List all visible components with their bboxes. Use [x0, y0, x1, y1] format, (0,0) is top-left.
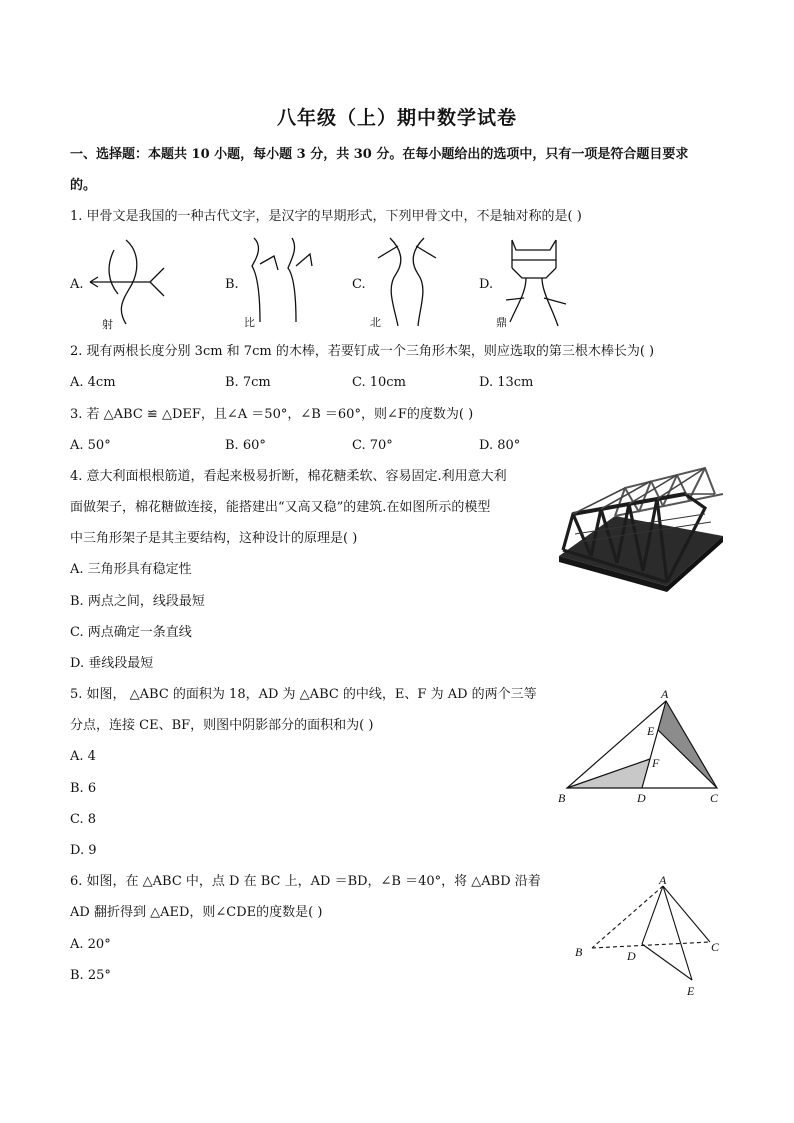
q6-label-a: A — [659, 873, 667, 887]
q5-option-b: B. 6 — [70, 781, 97, 796]
q6-option-b: B. 25° — [70, 968, 111, 983]
q4-option-d: D. 垂线段最短 — [70, 656, 154, 671]
q6-label-b: B — [575, 945, 583, 959]
q1-option-d-letter: D. — [479, 277, 494, 292]
q6-stem-line1: 6. 如图，在 △ABC 中，点 D 在 BC 上，AD ＝BD，∠B ＝40°，将 △ABD 沿着 — [70, 874, 541, 889]
q5-stem-line2: 分点，连接 CE、BF，则图中阴影部分的面积和为( ) — [70, 718, 374, 733]
q5-label-a: A — [661, 687, 669, 701]
section-instructions-line2: 的。 — [70, 178, 97, 193]
q1-stem: 1. 甲骨文是我国的一种古代文字，是汉字的早期形式，下列甲骨文中，不是轴对称的是( ) — [70, 209, 582, 224]
page-title: 八年级（上）期中数学试卷 — [276, 107, 517, 129]
q5-option-d: D. 9 — [70, 843, 97, 858]
oracle-char-bei-icon — [368, 236, 448, 331]
q5-stem-line1: 5. 如图， △ABC 的面积为 18，AD 为 △ABC 的中线，E、F 为 AD 的两个三等 — [70, 687, 537, 702]
q4-stem-line1: 4. 意大利面根根筋道，看起来极易折断，棉花糖柔软、容易固定.利用意大利 — [70, 469, 507, 484]
q5-label-b: B — [558, 791, 566, 805]
q6-stem-line2: AD 翻折得到 △AED，则∠CDE的度数是( ) — [70, 905, 323, 920]
q5-option-a: A. 4 — [70, 749, 96, 764]
oracle-char-she-label: 射 — [102, 318, 113, 331]
q3-option-c: C. 70° — [352, 438, 393, 453]
q2-option-b: B. 7cm — [225, 375, 271, 390]
q4-stem-line3: 中三角形架子是其主要结构，这种设计的原理是( ) — [70, 531, 358, 546]
q2-option-c: C. 10cm — [352, 375, 406, 390]
q6-fold-triangle-figure — [570, 872, 730, 1002]
q2-stem: 2. 现有两根长度分别 3cm 和 7cm 的木棒，若要钉成一个三角形木架，则应选取的第三根木棒长为( ) — [70, 344, 655, 359]
q4-option-c: C. 两点确定一条直线 — [70, 625, 192, 640]
q3-option-d: D. 80° — [479, 438, 521, 453]
q6-label-c: C — [711, 940, 720, 954]
q5-label-d: D — [637, 791, 646, 805]
q3-stem: 3. 若 △ABC ≌ △DEF，且∠A ＝50°，∠B ＝60°，则∠F的度数为( ) — [70, 407, 474, 422]
section-instructions-line1: 一、选择题：本题共 10 小题，每小题 3 分，共 30 分。在每小题给出的选项中，只有一项是符合题目要求 — [70, 147, 689, 162]
oracle-char-bi-label: 比 — [244, 316, 255, 329]
q5-option-c: C. 8 — [70, 812, 97, 827]
q1-option-b-letter: B. — [225, 277, 239, 292]
oracle-char-bi-icon — [240, 236, 320, 331]
oracle-char-ding-icon — [496, 234, 576, 331]
q6-label-e: E — [687, 984, 695, 998]
q2-option-d: D. 13cm — [479, 375, 534, 390]
q1-option-c-letter: C. — [352, 277, 366, 292]
q5-label-f: F — [652, 756, 660, 770]
q2-option-a: A. 4cm — [70, 375, 116, 390]
q4-stem-line2: 面做架子，棉花糖做连接，能搭建出“又高又稳”的建筑.在如图所示的模型 — [70, 500, 491, 515]
q5-label-c: C — [710, 791, 719, 805]
q4-option-b: B. 两点之间，线段最短 — [70, 594, 205, 609]
q3-option-a: A. 50° — [70, 438, 111, 453]
q6-label-d: D — [627, 949, 636, 963]
q6-option-a: A. 20° — [70, 937, 111, 952]
truss-bridge-model-image — [555, 464, 725, 592]
oracle-char-ding-label: 鼎 — [496, 316, 507, 329]
q5-triangle-figure — [555, 684, 735, 808]
q1-option-a-letter: A. — [70, 277, 84, 292]
q3-option-b: B. 60° — [225, 438, 266, 453]
q5-label-e: E — [647, 724, 655, 738]
q5-shaded-region-ace — [658, 701, 717, 788]
oracle-char-she-icon — [88, 236, 168, 331]
q4-option-a: A. 三角形具有稳定性 — [70, 562, 192, 577]
oracle-char-bei-label: 北 — [370, 316, 381, 329]
